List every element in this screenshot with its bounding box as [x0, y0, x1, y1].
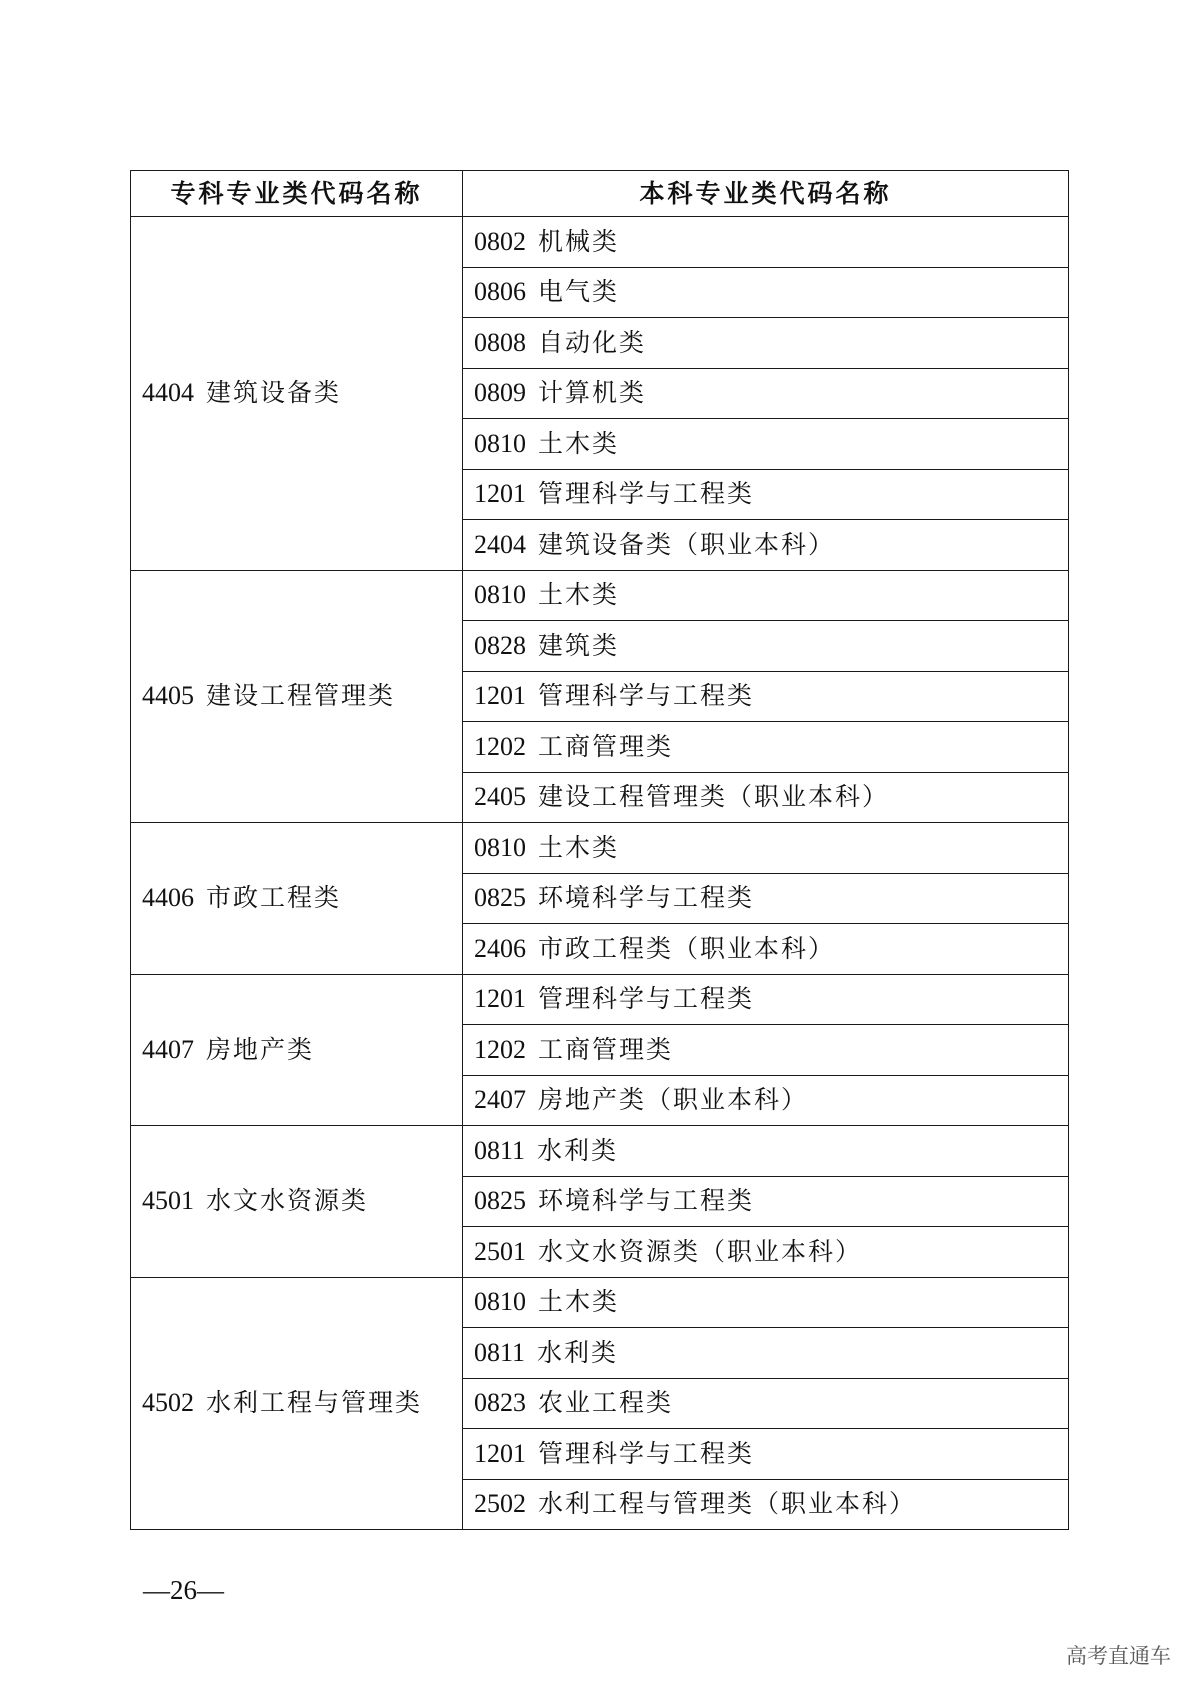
undergraduate-class-cell: [463, 823, 1069, 874]
vocational-class-cell: [131, 823, 463, 975]
undergraduate-class-cell: [463, 267, 1069, 318]
undergraduate-class-name: 市政工程类（职业本科）: [538, 933, 836, 963]
vocational-class-code: 4407: [142, 1034, 194, 1064]
undergraduate-class-name: 工商管理类: [538, 1034, 674, 1064]
vocational-class-cell: [131, 974, 463, 1126]
vocational-class-name: 水利工程与管理类: [206, 1388, 423, 1418]
undergraduate-class-name: 土木类: [538, 1287, 620, 1317]
undergraduate-class-code: 1201: [474, 681, 526, 711]
undergraduate-class-code: 0828: [474, 630, 526, 660]
undergraduate-class-cell: [463, 217, 1069, 268]
undergraduate-class-name: 农业工程类: [538, 1388, 674, 1418]
undergraduate-class-cell: [463, 1025, 1069, 1076]
undergraduate-class-code: 0823: [474, 1388, 526, 1418]
undergraduate-class-code: 0806: [474, 277, 526, 307]
undergraduate-class-code: 0811: [474, 1337, 526, 1367]
undergraduate-class-cell: [463, 1126, 1069, 1177]
undergraduate-class-code: 1201: [474, 479, 526, 509]
undergraduate-class-name: 电气类: [538, 277, 620, 307]
undergraduate-class-name: 环境科学与工程类: [538, 1186, 755, 1216]
undergraduate-class-code: 0810: [474, 580, 526, 610]
vocational-class-name: 市政工程类: [206, 883, 342, 913]
table-row: [131, 1277, 1069, 1328]
undergraduate-class-cell: [463, 1227, 1069, 1278]
vocational-class-name: 建设工程管理类: [206, 681, 396, 711]
undergraduate-class-code: 1202: [474, 731, 526, 761]
undergraduate-class-name: 环境科学与工程类: [538, 883, 755, 913]
undergraduate-class-name: 建筑类: [538, 630, 620, 660]
undergraduate-class-name: 房地产类（职业本科）: [538, 1085, 809, 1115]
undergraduate-class-code: 2407: [474, 1085, 526, 1115]
undergraduate-class-name: 计算机类: [538, 378, 647, 408]
undergraduate-class-code: 2404: [474, 529, 526, 559]
undergraduate-class-cell: [463, 873, 1069, 924]
undergraduate-class-cell: [463, 419, 1069, 470]
watermark: 高考直通车: [1066, 1644, 1171, 1668]
undergraduate-class-code: 0825: [474, 883, 526, 913]
undergraduate-class-cell: [463, 1429, 1069, 1480]
undergraduate-class-code: 0802: [474, 226, 526, 256]
vocational-class-name: 房地产类: [206, 1034, 315, 1064]
undergraduate-class-name: 建设工程管理类（职业本科）: [538, 782, 890, 812]
vocational-class-name: 建筑设备类: [206, 378, 342, 408]
table-header-row: [131, 171, 1069, 217]
vocational-class-cell: [131, 570, 463, 823]
undergraduate-class-name: 管理科学与工程类: [538, 1438, 755, 1468]
undergraduate-class-code: 1201: [474, 1438, 526, 1468]
vocational-class-cell: [131, 1126, 463, 1278]
undergraduate-class-cell: [463, 469, 1069, 520]
undergraduate-class-name: 管理科学与工程类: [538, 479, 755, 509]
vocational-class-code: 4501: [142, 1186, 194, 1216]
major-mapping-table: [130, 170, 1069, 1530]
undergraduate-class-cell: [463, 722, 1069, 773]
undergraduate-class-name: 建筑设备类（职业本科）: [538, 529, 836, 559]
undergraduate-class-cell: [463, 974, 1069, 1025]
undergraduate-class-name: 水利类: [537, 1135, 619, 1165]
undergraduate-class-cell: [463, 671, 1069, 722]
undergraduate-class-cell: [463, 318, 1069, 369]
undergraduate-class-cell: [463, 520, 1069, 571]
undergraduate-class-code: 1201: [474, 984, 526, 1014]
undergraduate-class-cell: [463, 368, 1069, 419]
undergraduate-class-code: 2406: [474, 933, 526, 963]
undergraduate-class-cell: [463, 570, 1069, 621]
undergraduate-class-cell: [463, 1176, 1069, 1227]
undergraduate-class-code: 0808: [474, 327, 526, 357]
undergraduate-class-cell: [463, 772, 1069, 823]
undergraduate-class-name: 工商管理类: [538, 731, 674, 761]
page-number: —26—: [143, 1575, 224, 1605]
undergraduate-class-code: 2501: [474, 1236, 526, 1266]
undergraduate-class-code: 2502: [474, 1489, 526, 1519]
undergraduate-class-cell: [463, 924, 1069, 975]
undergraduate-class-cell: [463, 1075, 1069, 1126]
undergraduate-class-name: 土木类: [538, 832, 620, 862]
table-row: [131, 1126, 1069, 1177]
undergraduate-class-code: 0810: [474, 1287, 526, 1317]
vocational-class-cell: [131, 1277, 463, 1530]
undergraduate-class-code: 2405: [474, 782, 526, 812]
table-row: [131, 823, 1069, 874]
undergraduate-class-cell: [463, 621, 1069, 672]
table-row: [131, 570, 1069, 621]
undergraduate-class-name: 土木类: [538, 580, 620, 610]
vocational-class-name: 水文水资源类: [206, 1186, 369, 1216]
undergraduate-class-code: 0810: [474, 428, 526, 458]
undergraduate-class-cell: [463, 1378, 1069, 1429]
undergraduate-class-cell: [463, 1479, 1069, 1530]
undergraduate-class-code: 1202: [474, 1034, 526, 1064]
undergraduate-class-name: 水利类: [537, 1337, 619, 1367]
vocational-class-code: 4405: [142, 681, 194, 711]
vocational-class-code: 4502: [142, 1388, 194, 1418]
vocational-class-code: 4406: [142, 883, 194, 913]
undergraduate-class-cell: [463, 1328, 1069, 1379]
undergraduate-class-name: 水利工程与管理类（职业本科）: [538, 1489, 917, 1519]
undergraduate-class-name: 自动化类: [538, 327, 647, 357]
undergraduate-class-code: 0811: [474, 1135, 526, 1165]
header-undergraduate-major-class: 本科专业类代码名称: [463, 171, 1069, 217]
undergraduate-class-cell: [463, 1277, 1069, 1328]
undergraduate-class-name: 水文水资源类（职业本科）: [538, 1236, 863, 1266]
vocational-class-cell: [131, 217, 463, 571]
undergraduate-class-code: 0810: [474, 832, 526, 862]
vocational-class-code: 4404: [142, 378, 194, 408]
header-vocational-major-class: 专科专业类代码名称: [131, 171, 463, 217]
undergraduate-class-code: 0825: [474, 1186, 526, 1216]
table-body: [131, 217, 1069, 1530]
undergraduate-class-name: 土木类: [538, 428, 620, 458]
undergraduate-class-code: 0809: [474, 378, 526, 408]
table-row: [131, 217, 1069, 268]
undergraduate-class-name: 管理科学与工程类: [538, 984, 755, 1014]
undergraduate-class-name: 管理科学与工程类: [538, 681, 755, 711]
undergraduate-class-name: 机械类: [538, 226, 620, 256]
table-row: [131, 974, 1069, 1025]
